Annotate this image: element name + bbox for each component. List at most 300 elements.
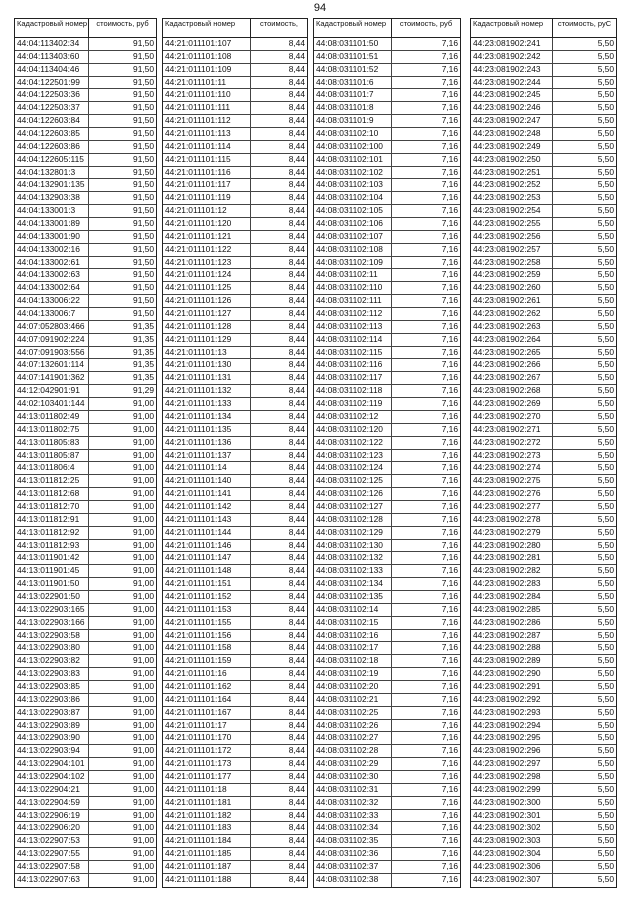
cadastral-number-cell: 44:23:081902:278	[471, 514, 553, 526]
cadastral-number-cell: 44:23:081902:274	[471, 462, 553, 474]
cost-cell: 5,50	[597, 423, 614, 434]
cost-cell: 91,00	[133, 873, 154, 884]
cost-cell: 7,16	[441, 745, 458, 756]
cadastral-number-cell: 44:08:031102:130	[314, 540, 392, 552]
cadastral-number-cell: 44:04:133002:16	[15, 244, 89, 256]
table-row	[314, 501, 460, 514]
cadastral-number-cell: 44:13:011812:93	[15, 540, 89, 552]
cost-cell: 91,00	[133, 436, 154, 447]
table-row	[15, 282, 156, 295]
cadastral-number-cell: 44:08:031102:129	[314, 527, 392, 539]
table-row	[15, 810, 156, 823]
cadastral-number-cell: 44:21:011101:136	[163, 437, 251, 449]
table-row	[15, 475, 156, 488]
cost-cell: 91,50	[133, 50, 154, 61]
cadastral-number-cell: 44:21:011101:156	[163, 630, 251, 642]
table-row	[15, 642, 156, 655]
table-row	[314, 527, 460, 540]
cost-cell: 91,00	[133, 565, 154, 576]
cadastral-number-cell: 44:23:081902:269	[471, 398, 553, 410]
cost-cell: 7,16	[441, 76, 458, 87]
cadastral-number-cell: 44:23:081902:247	[471, 115, 553, 127]
table-row	[471, 141, 616, 154]
table-row	[314, 552, 460, 565]
cadastral-number-cell: 44:21:011101:13	[163, 347, 251, 359]
cadastral-number-cell: 44:13:011805:83	[15, 437, 89, 449]
cadastral-number-cell: 44:23:081902:253	[471, 192, 553, 204]
table-row	[15, 192, 156, 205]
table-row	[314, 334, 460, 347]
cost-header: стоимость,	[260, 19, 298, 28]
cost-cell: 5,50	[597, 308, 614, 319]
cadastral-number-cell: 44:08:031102:11	[314, 269, 392, 281]
cadastral-number-cell: 44:08:031102:114	[314, 334, 392, 346]
cost-cell: 91,00	[133, 500, 154, 511]
cadastral-number-cell: 44:08:031102:122	[314, 437, 392, 449]
table-row	[15, 64, 156, 77]
table-row	[163, 655, 307, 668]
table-row	[15, 89, 156, 102]
cost-cell: 8,44	[288, 578, 305, 589]
table-row	[314, 810, 460, 823]
cadastral-number-cell: 44:21:011101:172	[163, 745, 251, 757]
cadastral-number-cell: 44:21:011101:114	[163, 141, 251, 153]
table-row	[15, 565, 156, 578]
table-row	[314, 681, 460, 694]
table-row	[163, 385, 307, 398]
table-row	[314, 475, 460, 488]
table-row	[15, 179, 156, 192]
cadastral-number-cell: 44:13:022907:53	[15, 835, 89, 847]
cost-cell: 5,50	[597, 50, 614, 61]
cost-cell: 7,16	[441, 603, 458, 614]
cost-cell: 5,50	[597, 526, 614, 537]
table-row	[163, 359, 307, 372]
cadastral-number-cell: 44:08:031102:128	[314, 514, 392, 526]
cadastral-number-cell: 44:21:011101:143	[163, 514, 251, 526]
table-row	[471, 874, 616, 887]
table-row	[471, 115, 616, 128]
cost-cell: 7,16	[441, 655, 458, 666]
cadastral-number-cell: 44:21:011101:111	[163, 102, 251, 114]
cadastral-number-cell: 44:21:011101:167	[163, 707, 251, 719]
cadastral-number-cell: 44:23:081902:287	[471, 630, 553, 642]
table-row	[471, 475, 616, 488]
cost-cell: 7,16	[441, 796, 458, 807]
cadastral-number-cell: 44:23:081902:242	[471, 51, 553, 63]
table-row	[163, 179, 307, 192]
table-row	[471, 810, 616, 823]
table-row	[471, 269, 616, 282]
table-row	[15, 347, 156, 360]
cost-cell: 8,44	[288, 372, 305, 383]
cadastral-number-cell: 44:13:022903:90	[15, 732, 89, 744]
cadastral-number-cell: 44:13:022907:55	[15, 848, 89, 860]
cadastral-number-cell: 44:21:011101:153	[163, 604, 251, 616]
cadastral-number-cell: 44:08:031102:125	[314, 475, 392, 487]
cost-cell: 8,44	[288, 500, 305, 511]
cadastral-number-cell: 44:21:011101:127	[163, 308, 251, 320]
cadastral-number-cell: 44:23:081902:271	[471, 424, 553, 436]
cadastral-number-cell: 44:23:081902:270	[471, 411, 553, 423]
cost-header: стоимость, руб	[96, 19, 149, 28]
cost-cell: 91,35	[133, 359, 154, 370]
table-row	[163, 282, 307, 295]
cost-cell: 91,50	[133, 38, 154, 48]
cadastral-number-cell: 44:04:122503:37	[15, 102, 89, 114]
cadastral-number-cell: 44:08:031101:51	[314, 51, 392, 63]
cadastral-number-cell: 44:23:081902:241	[471, 38, 553, 50]
cost-cell: 7,16	[441, 38, 458, 48]
cost-cell: 5,50	[597, 513, 614, 524]
table-row	[15, 720, 156, 733]
cost-cell: 91,50	[133, 256, 154, 267]
cadastral-number-cell: 44:13:022901:50	[15, 591, 89, 603]
table-row	[314, 308, 460, 321]
cost-cell: 7,16	[441, 282, 458, 293]
cadastral-number-cell: 44:21:011101:14	[163, 462, 251, 474]
cadastral-number-cell: 44:04:133001:3	[15, 205, 89, 217]
cost-cell: 8,44	[288, 398, 305, 409]
table-row	[15, 51, 156, 64]
table-row	[15, 450, 156, 463]
cadastral-number-cell: 44:23:081902:289	[471, 655, 553, 667]
cost-cell: 5,50	[597, 436, 614, 447]
table-row	[314, 707, 460, 720]
cost-cell: 5,50	[597, 629, 614, 640]
table-row	[163, 38, 307, 51]
table-row	[15, 385, 156, 398]
cost-cell: 7,16	[441, 475, 458, 486]
table-row	[314, 848, 460, 861]
table-row	[15, 694, 156, 707]
table-row	[163, 437, 307, 450]
cadastral-number-cell: 44:08:031102:12	[314, 411, 392, 423]
table-row	[471, 604, 616, 617]
cadastral-number-cell: 44:07:091903:556	[15, 347, 89, 359]
cadastral-number-cell: 44:08:031102:107	[314, 231, 392, 243]
cost-cell: 8,44	[288, 861, 305, 871]
cadastral-number-cell: 44:21:011101:148	[163, 565, 251, 577]
cost-cell: 5,50	[597, 76, 614, 87]
table-row	[163, 77, 307, 90]
table-row	[163, 501, 307, 514]
cost-cell: 91,00	[133, 590, 154, 601]
cadastral-number-cell: 44:08:031102:100	[314, 141, 392, 153]
cadastral-number-cell: 44:21:011101:181	[163, 797, 251, 809]
table-row	[314, 591, 460, 604]
cadastral-number-cell: 44:08:031102:116	[314, 359, 392, 371]
cadastral-number-cell: 44:04:133002:63	[15, 269, 89, 281]
cadastral-number-cell: 44:21:011101:122	[163, 244, 251, 256]
cadastral-number-cell: 44:21:011101:16	[163, 668, 251, 680]
cadastral-number-cell: 44:21:011101:107	[163, 38, 251, 50]
cost-cell: 7,16	[441, 770, 458, 781]
cadastral-number-cell: 44:13:022903:80	[15, 642, 89, 654]
cost-cell: 91,50	[133, 218, 154, 229]
cost-cell: 8,44	[288, 282, 305, 293]
table-row	[15, 269, 156, 282]
cadastral-number-cell: 44:21:011101:177	[163, 771, 251, 783]
cadastral-number-cell: 44:13:011901:45	[15, 565, 89, 577]
cost-cell: 7,16	[441, 179, 458, 190]
table-row	[471, 89, 616, 102]
cost-cell: 8,44	[288, 256, 305, 267]
cadastral-number-cell: 44:21:011101:141	[163, 488, 251, 500]
cadastral-number-cell: 44:04:133002:61	[15, 257, 89, 269]
cadastral-number-cell: 44:08:031102:25	[314, 707, 392, 719]
cost-cell: 5,50	[597, 873, 614, 884]
table-row	[471, 321, 616, 334]
table-row	[471, 784, 616, 797]
table-row	[163, 668, 307, 681]
cadastral-number-cell: 44:13:022903:86	[15, 694, 89, 706]
table-row	[314, 154, 460, 167]
cost-cell: 5,50	[597, 475, 614, 486]
cadastral-number-cell: 44:23:081902:259	[471, 269, 553, 281]
table-row	[163, 115, 307, 128]
cadastral-number-cell: 44:08:031102:124	[314, 462, 392, 474]
cadastral-number-cell: 44:08:031102:105	[314, 205, 392, 217]
table-row	[471, 64, 616, 77]
table-row	[163, 745, 307, 758]
cadastral-number-cell: 44:08:031102:120	[314, 424, 392, 436]
table-row	[314, 231, 460, 244]
cost-cell: 8,44	[288, 423, 305, 434]
table-row	[471, 192, 616, 205]
cadastral-number-cell: 44:21:011101:170	[163, 732, 251, 744]
cost-cell: 8,44	[288, 616, 305, 627]
cost-cell: 91,00	[133, 398, 154, 409]
table-row	[314, 578, 460, 591]
cost-cell: 8,44	[288, 590, 305, 601]
cadastral-number-cell: 44:23:081902:267	[471, 372, 553, 384]
cadastral-number-cell: 44:08:031102:31	[314, 784, 392, 796]
cost-cell: 91,50	[133, 179, 154, 190]
cadastral-number-cell: 44:21:011101:110	[163, 89, 251, 101]
cadastral-number-cell: 44:08:031102:118	[314, 385, 392, 397]
table-row	[314, 758, 460, 771]
cadastral-number-cell: 44:21:011101:135	[163, 424, 251, 436]
table-row	[163, 424, 307, 437]
cost-cell: 7,16	[441, 115, 458, 126]
cost-cell: 5,50	[597, 115, 614, 126]
cost-cell: 7,16	[441, 462, 458, 473]
table-row	[314, 77, 460, 90]
table-row	[471, 591, 616, 604]
table-row	[471, 437, 616, 450]
cadastral-number-cell: 44:23:081902:291	[471, 681, 553, 693]
cost-cell: 7,16	[441, 256, 458, 267]
table-row	[15, 797, 156, 810]
table-header	[471, 19, 616, 38]
table-row	[471, 38, 616, 51]
table-row	[15, 128, 156, 141]
cadastral-number-cell: 44:13:011901:50	[15, 578, 89, 590]
table-row	[471, 552, 616, 565]
cost-cell: 8,44	[288, 76, 305, 87]
table-row	[15, 398, 156, 411]
cost-cell: 7,16	[441, 783, 458, 794]
cadastral-number-cell: 44:08:031102:123	[314, 450, 392, 462]
table-row	[15, 462, 156, 475]
cost-cell: 7,16	[441, 89, 458, 100]
cost-cell: 7,16	[441, 719, 458, 730]
cost-cell: 7,16	[441, 500, 458, 511]
table-row	[163, 167, 307, 180]
cost-cell: 5,50	[597, 642, 614, 653]
table-row	[471, 745, 616, 758]
table-row	[15, 257, 156, 270]
cost-cell: 5,50	[597, 333, 614, 344]
cost-cell: 8,44	[288, 732, 305, 743]
table-row	[314, 141, 460, 154]
cadastral-number-cell: 44:08:031102:21	[314, 694, 392, 706]
table-row	[314, 257, 460, 270]
table-row	[163, 681, 307, 694]
table-row	[15, 295, 156, 308]
cadastral-number-cell: 44:21:011101:137	[163, 450, 251, 462]
table-row	[163, 398, 307, 411]
table-row	[471, 154, 616, 167]
cost-cell: 7,16	[441, 218, 458, 229]
cost-cell: 8,44	[288, 822, 305, 833]
cost-cell: 7,16	[441, 436, 458, 447]
cost-cell: 5,50	[597, 783, 614, 794]
cadastral-number-cell: 44:23:081902:245	[471, 89, 553, 101]
cost-cell: 91,00	[133, 655, 154, 666]
table-row	[163, 334, 307, 347]
cadastral-number-cell: 44:23:081902:275	[471, 475, 553, 487]
table-row	[163, 720, 307, 733]
cadastral-number-cell: 44:04:113403:60	[15, 51, 89, 63]
cost-cell: 8,44	[288, 295, 305, 306]
cost-cell: 8,44	[288, 333, 305, 344]
cost-cell: 91,35	[133, 320, 154, 331]
table-row	[163, 64, 307, 77]
cadastral-number-cell: 44:23:081902:298	[471, 771, 553, 783]
cadastral-number-cell: 44:08:031102:133	[314, 565, 392, 577]
cadastral-number-cell: 44:23:081902:258	[471, 257, 553, 269]
page-number: 94	[313, 2, 327, 14]
table-row	[163, 591, 307, 604]
cost-cell: 91,50	[133, 269, 154, 280]
table-row	[15, 231, 156, 244]
cost-cell: 5,50	[597, 128, 614, 139]
table-row	[314, 282, 460, 295]
cadastral-number-cell: 44:21:011101:129	[163, 334, 251, 346]
table-row	[15, 244, 156, 257]
cadastral-number-cell: 44:04:132903:38	[15, 192, 89, 204]
table-row	[163, 732, 307, 745]
cadastral-number-cell: 44:13:011806:4	[15, 462, 89, 474]
cost-cell: 8,44	[288, 63, 305, 74]
cost-cell: 91,00	[133, 745, 154, 756]
table-row	[314, 488, 460, 501]
cost-cell: 91,00	[133, 616, 154, 627]
cadastral-number-cell: 44:08:031102:32	[314, 797, 392, 809]
table-row	[471, 707, 616, 720]
cost-cell: 91,50	[133, 282, 154, 293]
cost-cell: 5,50	[597, 861, 614, 871]
table-row	[163, 257, 307, 270]
table-row	[163, 475, 307, 488]
cost-cell: 91,35	[133, 346, 154, 357]
table-row	[314, 835, 460, 848]
table-row	[163, 269, 307, 282]
cadastral-number-cell: 44:23:081902:256	[471, 231, 553, 243]
cadastral-number-cell: 44:23:081902:303	[471, 835, 553, 847]
cost-cell: 8,44	[288, 745, 305, 756]
cadastral-number-cell: 44:21:011101:187	[163, 861, 251, 873]
cadastral-number-cell: 44:23:081902:307	[471, 874, 553, 887]
cadastral-number-cell: 44:13:022906:20	[15, 822, 89, 834]
cost-cell: 5,50	[597, 243, 614, 254]
table-row	[163, 295, 307, 308]
table-body	[314, 38, 460, 887]
cadastral-number-cell: 44:23:081902:246	[471, 102, 553, 114]
cost-cell: 8,44	[288, 166, 305, 177]
cost-header: стоимость, руб	[399, 19, 453, 28]
table-row	[15, 488, 156, 501]
cost-cell: 8,44	[288, 629, 305, 640]
cadastral-number-cell: 44:04:122603:85	[15, 128, 89, 140]
table-row	[314, 745, 460, 758]
cadastral-number-cell: 44:23:081902:251	[471, 167, 553, 179]
table-row	[314, 694, 460, 707]
cadastral-number-cell: 44:21:011101:184	[163, 835, 251, 847]
cost-cell: 8,44	[288, 796, 305, 807]
table-row	[314, 372, 460, 385]
table-row	[314, 514, 460, 527]
cost-cell: 91,00	[133, 796, 154, 807]
cost-cell: 5,50	[597, 745, 614, 756]
cadastral-number-cell: 44:21:011101:151	[163, 578, 251, 590]
cadastral-number-cell: 44:08:031102:111	[314, 295, 392, 307]
table-row	[314, 398, 460, 411]
cadastral-number-cell: 44:21:011101:116	[163, 167, 251, 179]
table-row	[15, 167, 156, 180]
cost-cell: 5,50	[597, 732, 614, 743]
cadastral-number-cell: 44:07:052803:466	[15, 321, 89, 333]
cost-cell: 7,16	[441, 372, 458, 383]
cadastral-number-cell: 44:21:011101:124	[163, 269, 251, 281]
cadastral-number-cell: 44:08:031102:28	[314, 745, 392, 757]
cost-cell: 91,00	[133, 822, 154, 833]
table-row	[471, 835, 616, 848]
table-row	[163, 347, 307, 360]
table-row	[471, 167, 616, 180]
table-row	[314, 630, 460, 643]
cadastral-number-cell: 44:23:081902:293	[471, 707, 553, 719]
cost-cell: 91,00	[133, 732, 154, 743]
table-row	[314, 861, 460, 874]
cadastral-number-cell: 44:21:011101:117	[163, 179, 251, 191]
table-row	[471, 334, 616, 347]
table-row	[314, 347, 460, 360]
table-row	[314, 655, 460, 668]
cost-cell: 5,50	[597, 218, 614, 229]
table-row	[471, 128, 616, 141]
table-row	[471, 244, 616, 257]
cadastral-number-cell: 44:04:122603:84	[15, 115, 89, 127]
cost-cell: 91,00	[133, 475, 154, 486]
cost-cell: 5,50	[597, 758, 614, 769]
cost-cell: 7,16	[441, 706, 458, 717]
cadastral-number-cell: 44:23:081902:299	[471, 784, 553, 796]
table-row	[15, 540, 156, 553]
cadastral-number-cell: 44:12:042901:91	[15, 385, 89, 397]
